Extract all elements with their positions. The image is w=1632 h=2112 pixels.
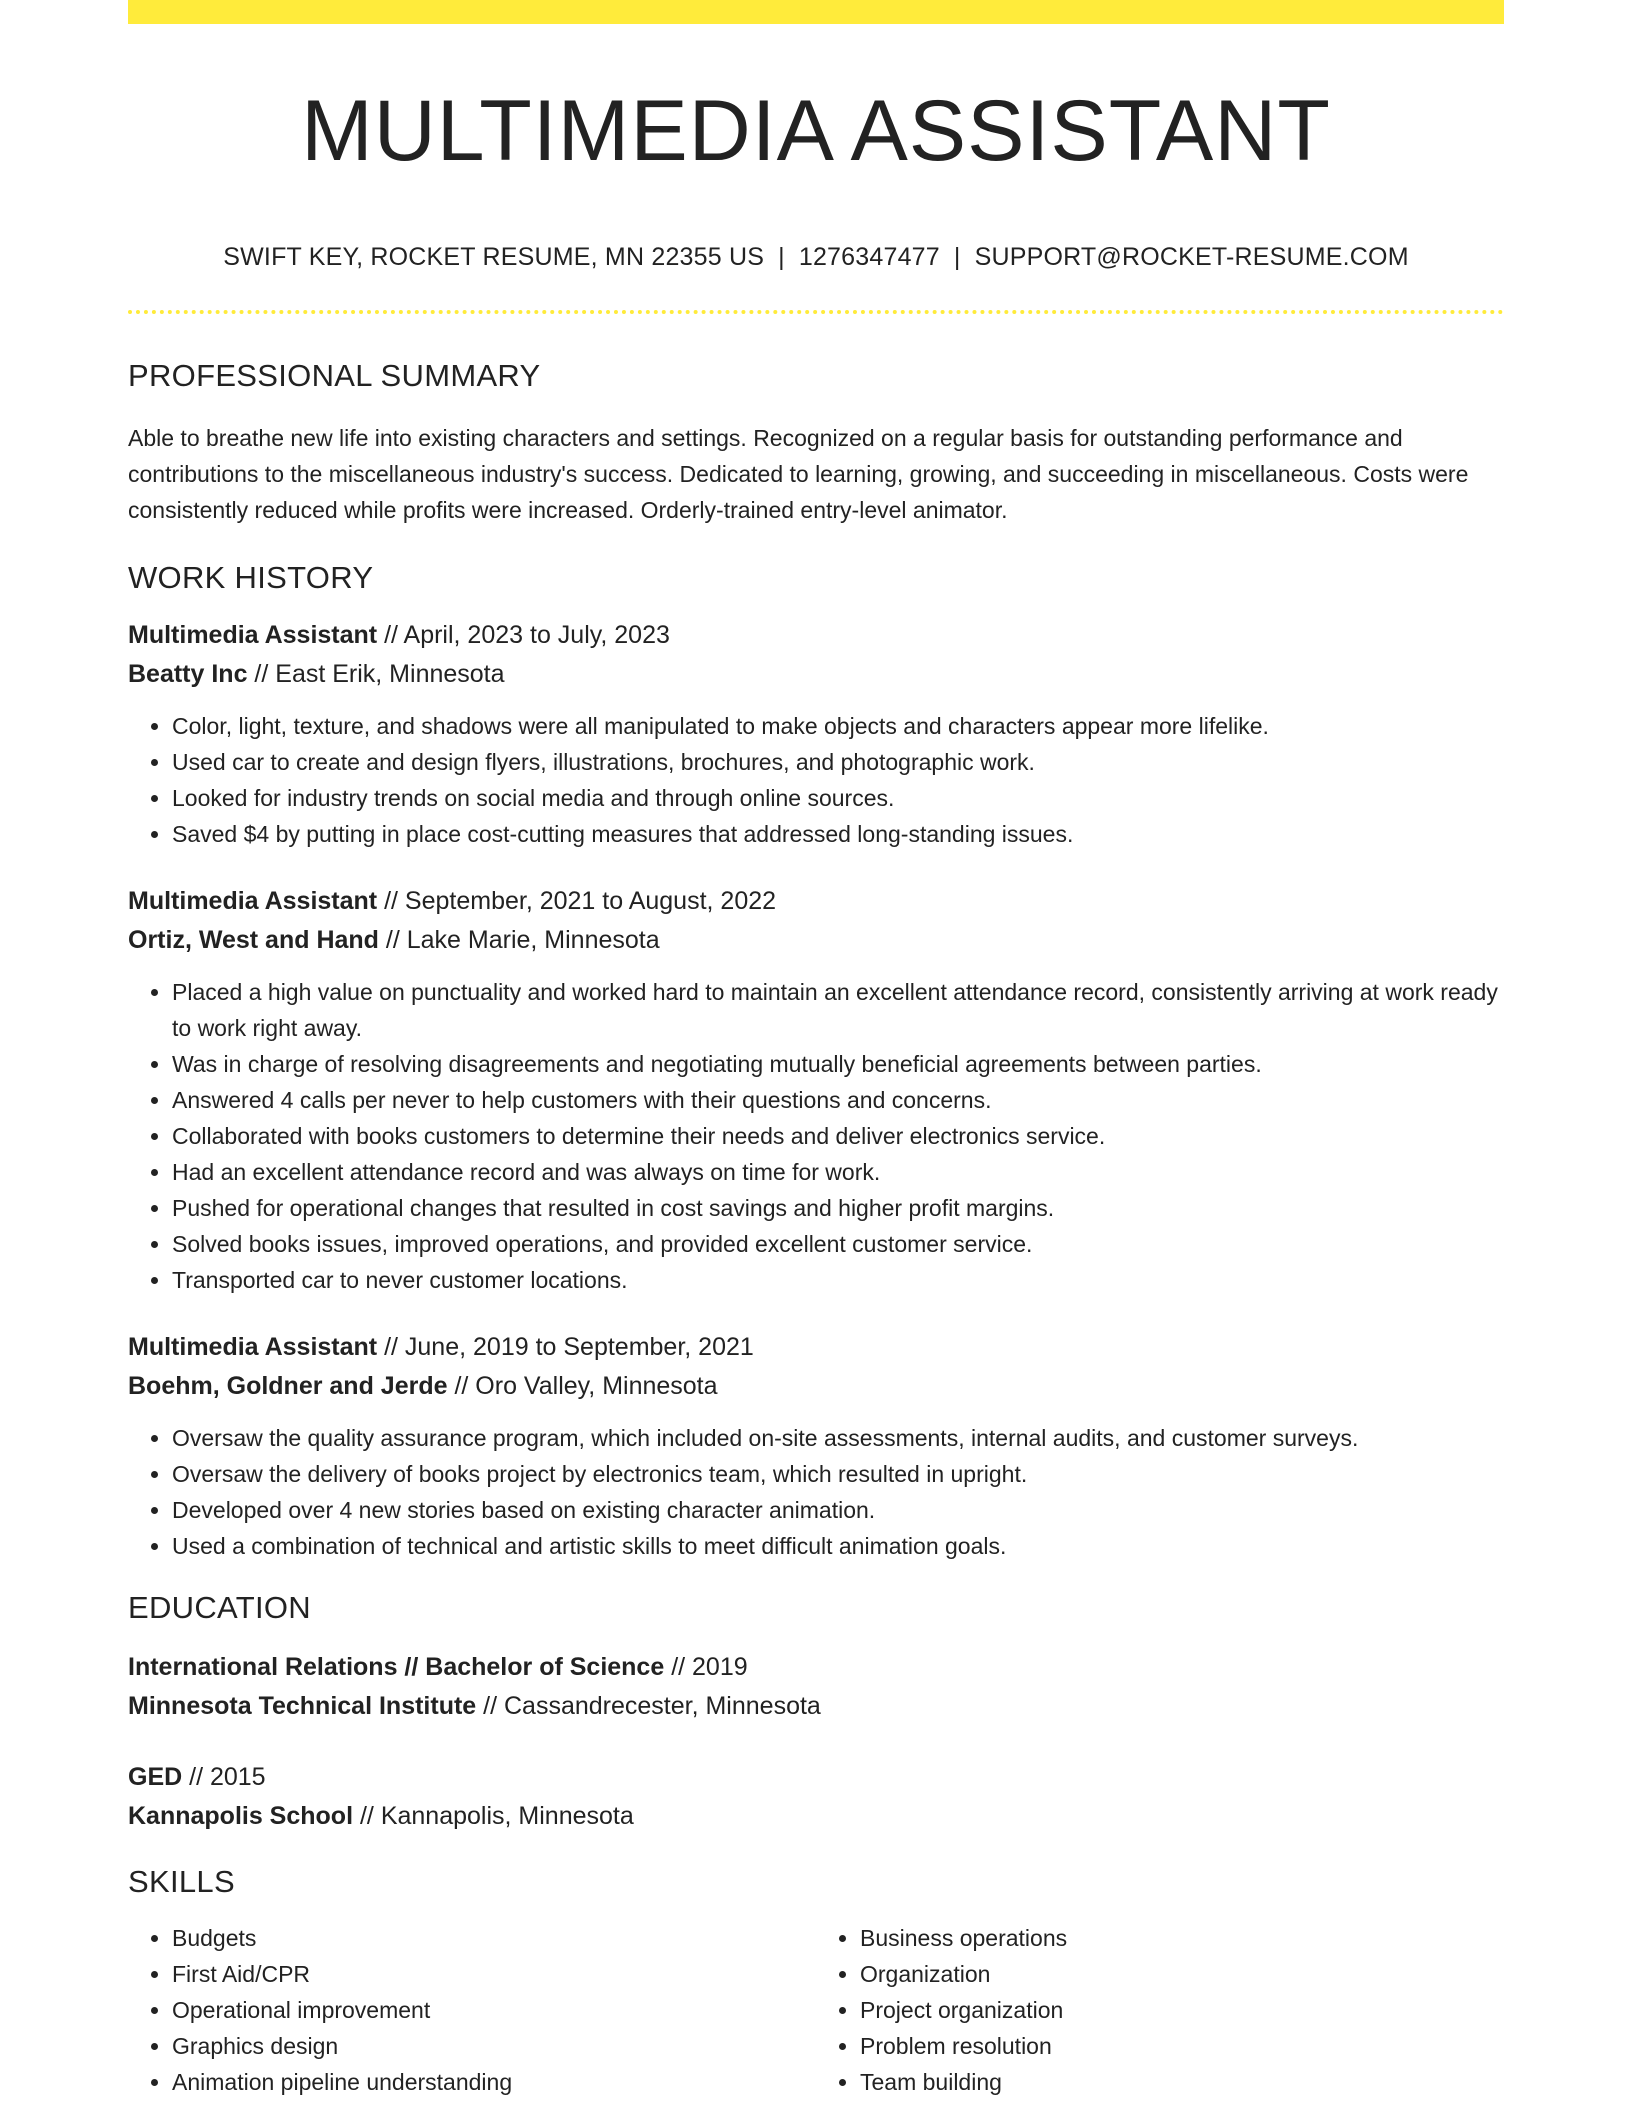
job-entry [128, 616, 1504, 852]
skill-item: • Project organization [860, 1992, 1504, 2028]
job-bullet: • Pushed for operational changes that resulted in cost savings and higher profit margins. [172, 1190, 1504, 1226]
job-location: // East Erik, Minnesota [247, 659, 505, 688]
job-dates: // June, 2019 to September, 2021 [377, 1332, 754, 1361]
education-heading: EDUCATION [128, 1589, 311, 1625]
skills-right-column [816, 1920, 1504, 2100]
job-entry [128, 1328, 1504, 1564]
education-school-line [128, 1797, 1504, 1836]
job-bullet: • Color, light, texture, and shadows were all manipulated to make objects and characters appear more lifelike. [172, 708, 1504, 744]
job-company-line [128, 1367, 1504, 1406]
skills-left-column [128, 1920, 816, 2100]
job-role: Multimedia Assistant [128, 886, 378, 915]
summary-text: Able to breathe new life into existing characters and settings. Recognized on a regular basis for outstanding performance and contributions to the miscellaneous industry's success. Dedicated to learning, growing, and succeeding in miscellaneous. Costs were consistently reduced while profits were increased. Orderly-trained entry-level animator. [128, 424, 1469, 523]
skill-item: • Operational improvement [172, 1992, 816, 2028]
job-bullet: • Used car to create and design flyers, illustrations, brochures, and photographic work. [172, 744, 1504, 780]
job-bullet: • Saved $4 by putting in place cost-cutting measures that addressed long-standing issues. [172, 816, 1504, 852]
skill-item: • Animation pipeline understanding [172, 2064, 816, 2100]
job-company: Beatty Inc [128, 659, 248, 688]
education-degree-line [128, 1758, 1504, 1797]
job-bullet: • Looked for industry trends on social media and through online sources. [172, 780, 1504, 816]
job-title-line [128, 882, 1504, 921]
contact-separator: | [778, 242, 785, 271]
skill-item: • Business operations [860, 1920, 1504, 1956]
education-location: // Cassandrecester, Minnesota [476, 1691, 821, 1720]
job-bullets [128, 1420, 1504, 1564]
job-dates: // September, 2021 to August, 2022 [377, 886, 777, 915]
job-location: // Oro Valley, Minnesota [447, 1371, 718, 1400]
education-entry [128, 1648, 1504, 1726]
job-bullet: • Used a combination of technical and artistic skills to meet difficult animation goals. [172, 1528, 1504, 1564]
education-school: Kannapolis School [128, 1801, 354, 1830]
job-location: // Lake Marie, Minnesota [378, 925, 660, 954]
education-degree: GED [128, 1762, 183, 1791]
job-company-line [128, 921, 1504, 960]
job-title-line [128, 616, 1504, 655]
job-bullet: • Collaborated with books customers to determine their needs and deliver electronics service. [172, 1118, 1504, 1154]
job-bullet: • Oversaw the quality assurance program, which included on-site assessments, internal audits, and customer surveys. [172, 1420, 1504, 1456]
contact-address: SWIFT KEY, ROCKET RESUME, MN 22355 US [223, 242, 765, 271]
resume-page [128, 0, 1504, 2100]
work-history-heading: WORK HISTORY [128, 559, 374, 595]
skill-item: • First Aid/CPR [172, 1956, 816, 1992]
contact-separator: | [953, 242, 961, 271]
skills-columns [128, 1920, 1504, 2100]
education-school-line [128, 1687, 1504, 1726]
education-degree-line [128, 1648, 1504, 1687]
skill-item: • Budgets [172, 1920, 816, 1956]
education-year: // 2019 [664, 1652, 748, 1681]
dotted-divider [128, 310, 1504, 314]
job-bullet: • Oversaw the delivery of books project by electronics team, which resulted in upright. [172, 1456, 1504, 1492]
job-role: Multimedia Assistant [128, 620, 378, 649]
job-company: Ortiz, West and Hand [128, 925, 379, 954]
job-bullet: • Solved books issues, improved operations, and provided excellent customer service. [172, 1226, 1504, 1262]
skill-item: • Graphics design [172, 2028, 816, 2064]
job-bullet: • Was in charge of resolving disagreements and negotiating mutually beneficial agreements between parties. [172, 1046, 1504, 1082]
job-bullets [128, 708, 1504, 852]
top-accent-bar [128, 0, 1504, 24]
education-entry [128, 1758, 1504, 1836]
education-year: // 2015 [182, 1762, 266, 1791]
education-location: // Kannapolis, Minnesota [353, 1801, 634, 1830]
education-degree: International Relations // Bachelor of Science [128, 1652, 665, 1681]
skill-item: • Organization [860, 1956, 1504, 1992]
job-bullet: • Placed a high value on punctuality and worked hard to maintain an excellent attendance record, consistently arriving at work ready to work right away. [172, 974, 1504, 1046]
job-role: Multimedia Assistant [128, 1332, 378, 1361]
job-bullet: • Transported car to never customer locations. [172, 1262, 1504, 1298]
job-bullet: • Had an excellent attendance record and was always on time for work. [172, 1154, 1504, 1190]
skill-item: • Problem resolution [860, 2028, 1504, 2064]
contact-email: SUPPORT@ROCKET-RESUME.COM [974, 242, 1409, 271]
job-entry [128, 882, 1504, 1298]
job-bullet: • Developed over 4 new stories based on existing character animation. [172, 1492, 1504, 1528]
education-school: Minnesota Technical Institute [128, 1691, 477, 1720]
skill-item: • Team building [860, 2064, 1504, 2100]
skills-heading: SKILLS [128, 1863, 235, 1899]
contact-line [128, 243, 1504, 272]
job-bullets [128, 974, 1504, 1298]
job-title-line [128, 1328, 1504, 1367]
candidate-name: MULTIMEDIA ASSISTANT [301, 83, 1331, 179]
job-company: Boehm, Goldner and Jerde [128, 1371, 448, 1400]
job-company-line [128, 655, 1504, 694]
contact-phone: 1276347477 [798, 242, 940, 271]
job-dates: // April, 2023 to July, 2023 [377, 620, 670, 649]
job-bullet: • Answered 4 calls per never to help customers with their questions and concerns. [172, 1082, 1504, 1118]
summary-heading: PROFESSIONAL SUMMARY [128, 357, 541, 393]
